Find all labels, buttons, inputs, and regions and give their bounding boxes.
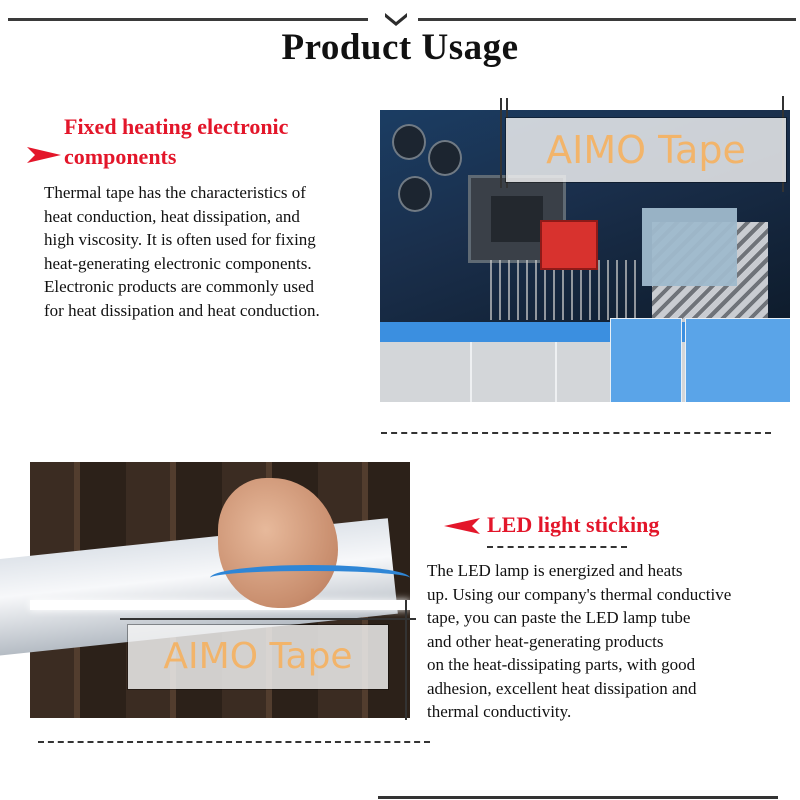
sheet-divider (470, 342, 472, 402)
frame-line (500, 98, 502, 188)
watermark-aimo-tape: AIMO Tape (506, 118, 786, 182)
dashed-divider (381, 432, 771, 434)
blue-tape-pad (685, 318, 790, 402)
arrow-left-icon (444, 513, 480, 539)
capacitor (428, 140, 462, 176)
page-title: Product Usage (281, 27, 519, 68)
red-connector (540, 220, 598, 270)
led-strip (30, 600, 410, 610)
section2-body: The LED lamp is energized and heats up. Using our company's thermal conductive tape, you can paste the LED lamp tube and other heat-generating products on the heat-dissipating parts, with good adhesion, excellent heat dissipation and thermal conductivity. (427, 561, 732, 721)
frame-line (405, 600, 407, 720)
blue-tape-curl (210, 565, 410, 591)
watermark-aimo-tape: AIMO Tape (128, 625, 388, 689)
dashed-divider (38, 741, 430, 743)
header-rule-left (8, 18, 368, 21)
section1-body: Thermal tape has the characteristics of heat conduction, heat dissipation, and high viscosity. It is often used for fixing heat-generating electronic components. Electronic products are commonly used for heat dissipation and heat conduction. (44, 183, 320, 320)
arrow-right-icon (27, 142, 61, 168)
frame-line (120, 618, 416, 620)
bottom-rule (378, 796, 778, 799)
section1-heading: Fixed heating electronic components (64, 114, 289, 169)
thermal-pad (642, 208, 737, 286)
header-rule-right (418, 18, 796, 21)
chip-die (491, 196, 543, 242)
section2-heading: LED light sticking (487, 512, 660, 537)
capacitor (392, 124, 426, 160)
capacitor (398, 176, 432, 212)
dashed-divider (487, 546, 627, 548)
sheet-divider (555, 342, 557, 402)
blue-tape-pad (610, 318, 682, 402)
